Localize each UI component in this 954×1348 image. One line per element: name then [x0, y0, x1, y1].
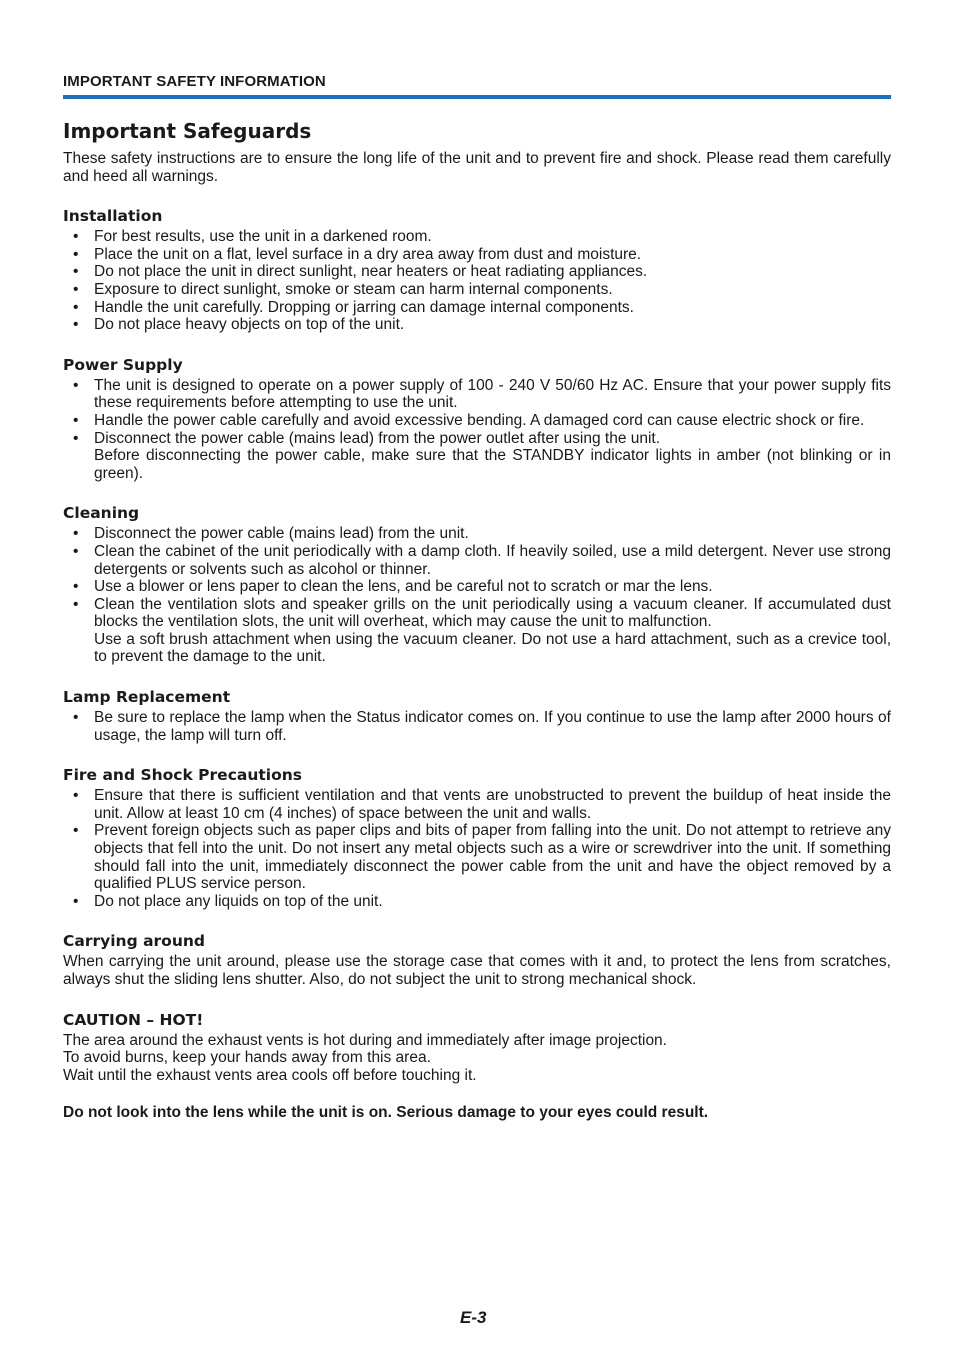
- bullet-list: [63, 228, 891, 334]
- list-item: • Clean the ventilation slots and speaker grills on the unit periodically using a vacuum cleaner. If accumulated dust blocks the ventilation slots, the unit will overheat, which may cause the unit to malfunction. Use a soft brush attachment when using the vacuum cleaner. Do not use a hard attachment, such as a crevice tool, to prevent the damage to the unit.: [73, 595, 891, 666]
- list-item: • Disconnect the power cable (mains lead) from the unit.: [73, 525, 469, 543]
- page-title: Important Safeguards: [63, 119, 312, 143]
- caution-line: The area around the exhaust vents is hot during and immediately after image projection.: [63, 1031, 667, 1049]
- bullet-icon: •: [73, 298, 79, 316]
- list-item: • Do not place the unit in direct sunlight, near heaters or heat radiating appliances.: [73, 263, 648, 281]
- bullet-icon: •: [73, 263, 79, 281]
- list-item: • Disconnect the power cable (mains lead) from the power outlet after using the unit. Before disconnecting the power cable, make sure that the STANDBY indicator lights in amber (not blinking or in green).: [73, 429, 891, 482]
- bullet-list: [63, 525, 891, 666]
- list-item: • The unit is designed to operate on a power supply of 100 - 240 V 50/60 Hz AC. Ensure that your power supply fits these requirements before attempting to use the unit.: [73, 376, 891, 412]
- section-heading: Fire and Shock Precautions: [63, 766, 303, 785]
- section-paragraph: When carrying the unit around, please use the storage case that comes with it and, to protect the lens from scratches, always shut the sliding lens shutter. Also, do not subject the unit to strong mechanical shock.: [63, 953, 891, 988]
- list-item: • Handle the unit carefully. Dropping or jarring can damage internal components.: [73, 298, 634, 316]
- list-item: • Do not place heavy objects on top of the unit.: [73, 316, 405, 334]
- section-installation: [63, 206, 891, 334]
- list-item: • Handle the power cable carefully and avoid excessive bending. A damaged cord can cause electric shock or fire.: [73, 411, 865, 429]
- main-content: [63, 118, 891, 1122]
- bullet-icon: •: [73, 892, 79, 910]
- list-item: • For best results, use the unit in a darkened room.: [73, 228, 432, 246]
- intro-paragraph: These safety instructions are to ensure the long life of the unit and to prevent fire and shock. Please read them carefully and heed all warnings.: [63, 150, 891, 185]
- bullet-icon: •: [73, 411, 79, 429]
- bullet-icon: •: [73, 376, 79, 394]
- section-heading: Power Supply: [63, 355, 183, 374]
- list-item-continuation: Use a soft brush attachment when using the vacuum cleaner. Do not use a hard attachment, such as a crevice tool, to prevent the damage to the unit.: [94, 630, 891, 666]
- bullet-icon: •: [73, 578, 79, 596]
- section-cleaning: [63, 503, 891, 666]
- list-item: • Do not place any liquids on top of the unit.: [73, 892, 383, 910]
- list-item: • Place the unit on a flat, level surface in a dry area away from dust and moisture.: [73, 245, 642, 263]
- list-item: • Be sure to replace the lamp when the Status indicator comes on. If you continue to use the lamp after 2000 hours of usage, the lamp will turn off.: [73, 709, 891, 744]
- section-fire-shock: [63, 765, 891, 910]
- bullet-icon: •: [73, 787, 79, 805]
- bullet-list: [63, 377, 891, 483]
- list-item: • Use a blower or lens paper to clean the lens, and be careful not to scratch or mar the lens.: [73, 578, 713, 596]
- bullet-icon: •: [73, 429, 79, 447]
- list-item: • Prevent foreign objects such as paper clips and bits of paper from falling into the unit. Do not attempt to retrieve any objects that fell into the unit. Do not insert any metal objects such as a wire or screwdriver into the unit. If something should fall into the unit, immediately disconnect the power cable from the unit and have the object removed by a qualified PLUS service person.: [73, 822, 891, 893]
- section-caution-hot: [63, 1010, 891, 1085]
- bullet-icon: •: [73, 280, 79, 298]
- section-heading: Cleaning: [63, 504, 140, 523]
- bullet-icon: •: [73, 595, 79, 613]
- lens-warning: Do not look into the lens while the unit is on. Serious damage to your eyes could result.: [63, 1104, 709, 1122]
- list-item: • Clean the cabinet of the unit periodically with a damp cloth. If heavily soiled, use a mild detergent. Never use strong detergents or solvents such as alcohol or thinner.: [73, 542, 891, 578]
- bullet-icon: •: [73, 245, 79, 263]
- bullet-icon: •: [73, 709, 79, 727]
- section-power-supply: [63, 355, 891, 483]
- section-carrying: [63, 931, 891, 988]
- caution-line: Wait until the exhaust vents area cools off before touching it.: [63, 1066, 477, 1084]
- page-number: E-3: [460, 1308, 487, 1327]
- caution-line: To avoid burns, keep your hands away from this area.: [63, 1049, 431, 1067]
- section-heading: Carrying around: [63, 932, 205, 951]
- section-heading: CAUTION – HOT!: [63, 1010, 204, 1029]
- running-header: IMPORTANT SAFETY INFORMATION: [63, 73, 326, 90]
- bullet-list: [63, 709, 891, 744]
- bullet-icon: •: [73, 525, 79, 543]
- section-heading: Lamp Replacement: [63, 688, 231, 707]
- list-item-continuation: Before disconnecting the power cable, make sure that the STANDBY indicator lights in amber (not blinking or in green).: [94, 447, 891, 482]
- header-rule: [63, 95, 891, 99]
- section-lamp-replacement: [63, 687, 891, 744]
- bullet-icon: •: [73, 316, 79, 334]
- section-heading: Installation: [63, 207, 163, 226]
- list-item: • Exposure to direct sunlight, smoke or steam can harm internal components.: [73, 280, 613, 298]
- list-item: • Ensure that there is sufficient ventilation and that vents are unobstructed to prevent the buildup of heat inside the unit. Allow at least 10 cm (4 inches) of space between the unit and walls.: [73, 787, 891, 822]
- bullet-icon: •: [73, 228, 79, 246]
- bullet-list: [63, 787, 891, 910]
- bullet-icon: •: [73, 542, 79, 560]
- bullet-icon: •: [73, 822, 79, 840]
